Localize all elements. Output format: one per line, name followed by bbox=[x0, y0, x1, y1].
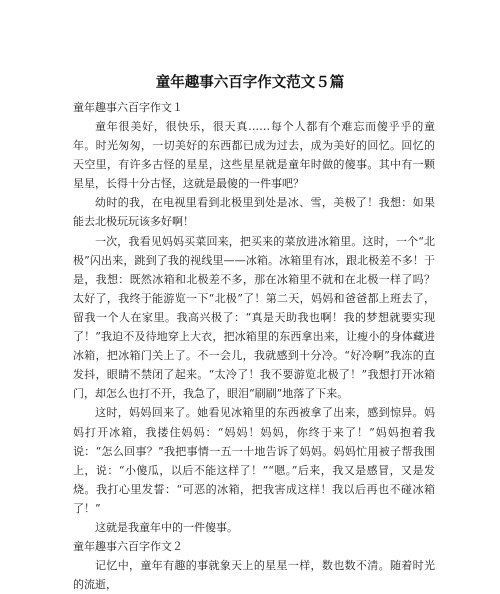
paragraph: 幼时的我，在电视里看到北极里到处是冰、雪，美极了！我想：如果能去北极玩玩该多好啊！ bbox=[73, 196, 435, 229]
document-body bbox=[73, 98, 435, 594]
section-heading-1: 童年趣事六百字作文１ bbox=[73, 101, 183, 114]
section-heading-2: 童年趣事六百字作文２ bbox=[73, 540, 183, 554]
paragraph: 记忆中，童年有趣的事就象天上的星星一样，数也数不清。随着时光的流逝， bbox=[73, 559, 435, 592]
paragraph: 一次，我看见妈妈买菜回来，把买来的菜放进冰箱里。这时，一个“北极”闪出来，跳到了我的视线里——冰箱。冰箱里有冰，跟北极差不多！于是，我想：既然冰箱和北极差不多，那在冰箱里不就和在北极一样了吗？太好了，我终于能游览一下“北极”了！第二天，妈妈和爸爸都上班去了，留我一个人在家里。我高兴极了：“真是天助我也啊！我的梦想就要实现了！”我迫不及待地穿上大衣，把冰箱里的东西拿出来，让瘦小的身体藏进冰箱，把冰箱门关上了。不一会儿，我就感到十分冷。“好冷啊”我冻的直发抖，眼睛不禁闭了起来。“太冷了！我不要游览北极了！”我想打开冰箱门，却怎么也打不开，我急了，眼泪“刷刷”地落了下来。 bbox=[73, 234, 435, 401]
paragraph: 这时，妈妈回来了。她看见冰箱里的东西被拿了出来，感到惊异。妈妈打开冰箱，我搂住妈妈：“妈妈！妈妈，你终于来了！”妈妈抱着我说：“怎么回事？”我把事情一五一十地告诉了妈妈。妈妈忙用被子帮我围上，说：“小傻瓜，以后不能这样了！”“嗯。”后来，我又是感冒，又是发烧。我打心里发誓：“可恶的冰箱，把我害成这样！我以后再也不碰冰箱了！” bbox=[73, 406, 435, 515]
paragraph: 童年很美好，很快乐，很天真……每个人都有个难忘而傻乎乎的童年。时光匆匆，一切美好的东西都已成为过去，成为美好的回忆。回忆的天空里，有许多古怪的星星，这些星星就是童年时做的傻事。其中有一颗星星，长得十分古怪，这就是最傻的一件事吧？ bbox=[73, 120, 435, 191]
document-title: 童年趣事六百字作文范文５篇 bbox=[155, 75, 345, 91]
paragraph: 这就是我童年中的一件傻事。 bbox=[95, 520, 238, 534]
